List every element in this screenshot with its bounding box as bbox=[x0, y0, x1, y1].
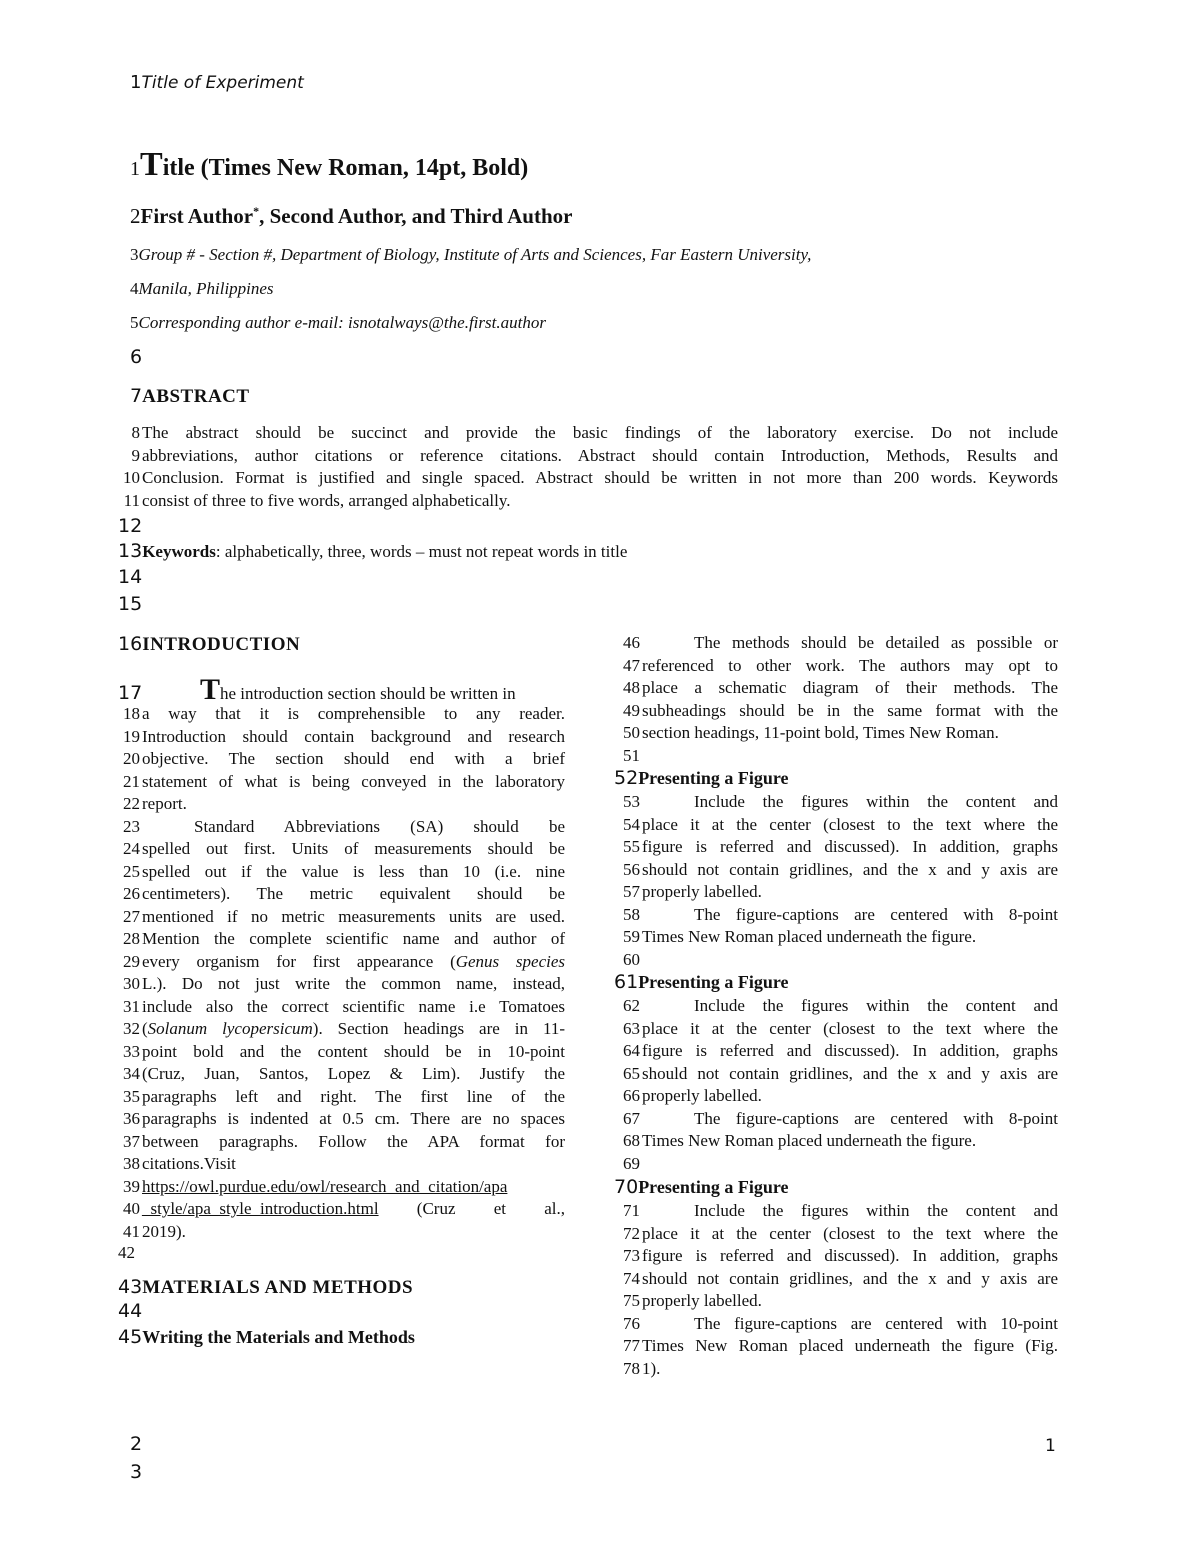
line-number: 29 bbox=[123, 951, 140, 971]
line-number: 1 bbox=[130, 72, 142, 93]
drop-cap: T bbox=[200, 673, 221, 706]
line-number: 16 bbox=[118, 633, 143, 655]
author-line bbox=[130, 204, 572, 229]
line-text: 2019). bbox=[142, 1221, 186, 1241]
text-line bbox=[614, 722, 1058, 745]
line-number: 37 bbox=[123, 1131, 140, 1151]
line-number: 25 bbox=[123, 861, 140, 881]
line-number: 63 bbox=[623, 1018, 640, 1038]
line-number: 45 bbox=[118, 1326, 143, 1348]
line-number: 35 bbox=[123, 1086, 140, 1106]
species-name: Solanum lycopersicum bbox=[147, 1019, 313, 1038]
text-line bbox=[114, 861, 565, 884]
line-text: objective. The section should end with a brief bbox=[142, 749, 565, 768]
affiliation-text: Manila, Philippines bbox=[138, 279, 274, 298]
line-number: 69 bbox=[623, 1153, 640, 1173]
line-number: 64 bbox=[623, 1041, 640, 1060]
line-text: Include the figures within the content and bbox=[694, 792, 1058, 811]
running-header bbox=[130, 72, 304, 93]
text-line bbox=[614, 1153, 1058, 1176]
keywords-text: : alphabetically, three, words – must not repeat words in title bbox=[215, 542, 628, 561]
line-number: 47 bbox=[623, 655, 640, 675]
line-number: 75 bbox=[623, 1291, 640, 1310]
text-segment: ). Section headings are in 11- bbox=[312, 1019, 566, 1038]
line-text: The abstract should be succinct and provide the basic findings of the laboratory exercise. Do not include bbox=[142, 423, 1058, 442]
line-number: 38 bbox=[123, 1154, 140, 1173]
text-line bbox=[614, 995, 1058, 1018]
line-number: 32 bbox=[123, 1019, 140, 1038]
line-number: 39 bbox=[123, 1176, 140, 1196]
title-first-letter: T bbox=[140, 146, 163, 183]
line-text: properly labelled. bbox=[642, 882, 762, 901]
line-number: 44 bbox=[118, 1300, 143, 1322]
line-number: 17 bbox=[118, 682, 143, 704]
text-line bbox=[114, 973, 565, 996]
text-line bbox=[114, 793, 565, 816]
materials-heading bbox=[118, 1276, 413, 1299]
line-number: 58 bbox=[623, 904, 640, 924]
line-number: 23 bbox=[123, 816, 140, 836]
figure-section-body bbox=[614, 791, 1058, 971]
text-line bbox=[114, 1018, 565, 1041]
text-line bbox=[614, 1268, 1058, 1291]
text-line bbox=[614, 881, 1058, 904]
line-text: should not contain gridlines, and the x and y axis are bbox=[642, 859, 1058, 879]
line-number: 22 bbox=[123, 794, 140, 813]
line-text: place it at the center (closest to the text where the bbox=[642, 1018, 1058, 1038]
text-line bbox=[614, 1040, 1058, 1063]
text-line bbox=[114, 1131, 565, 1154]
text-line bbox=[114, 1063, 565, 1086]
title-rest: itle (Times New Roman, 14pt, Bold) bbox=[162, 155, 529, 181]
line-text: The figure-captions are centered with 8-point bbox=[694, 904, 1058, 924]
text-line bbox=[114, 1176, 565, 1199]
line-number: 3 bbox=[130, 245, 139, 264]
subsection-heading-text: Presenting a Figure bbox=[638, 972, 789, 992]
text-line bbox=[614, 1018, 1058, 1041]
text-line bbox=[614, 926, 1058, 949]
text-line bbox=[114, 1153, 565, 1176]
text-line bbox=[114, 996, 565, 1019]
line-number: 19 bbox=[123, 726, 140, 746]
keywords-line bbox=[118, 540, 627, 562]
subsection-heading bbox=[614, 1176, 789, 1198]
line-number: 8 bbox=[131, 423, 140, 442]
line-text: figure is referred and discussed). In addition, graphs bbox=[642, 837, 1058, 856]
text-line bbox=[114, 726, 565, 749]
reference-link[interactable]: https://owl.purdue.edu/owl/research_and_citation/apa bbox=[142, 1176, 508, 1196]
text-segment: every organism for first appearance ( bbox=[142, 951, 456, 971]
text-line bbox=[614, 1108, 1058, 1131]
text-line bbox=[114, 490, 1058, 513]
text-line bbox=[114, 467, 1058, 490]
text-line bbox=[114, 928, 565, 951]
line-number: 51 bbox=[623, 745, 640, 765]
text-line bbox=[114, 1198, 565, 1221]
line-text: (Cruz, Juan, Santos, Lopez & Lim). Justify the bbox=[142, 1064, 565, 1083]
line-number: 54 bbox=[623, 814, 640, 834]
text-line bbox=[614, 1130, 1058, 1153]
page-number: 1 bbox=[1045, 1436, 1056, 1456]
text-line bbox=[114, 703, 565, 726]
text-line bbox=[614, 1335, 1058, 1358]
text-line bbox=[114, 883, 565, 906]
subsection-heading bbox=[614, 971, 789, 993]
line-text: The figure-captions are centered with 10-point bbox=[694, 1313, 1058, 1333]
line-text: Times New Roman placed underneath the figure. bbox=[642, 1131, 977, 1150]
text-line bbox=[614, 836, 1058, 859]
email-text: Corresponding author e-mail: isnotalways@the.first.author bbox=[138, 313, 546, 332]
line-text: Mention the complete scientific name and author of bbox=[142, 929, 565, 948]
figure-section-body bbox=[614, 1200, 1058, 1380]
line-number: 4 bbox=[130, 279, 139, 298]
line-number: 57 bbox=[623, 882, 640, 901]
line-number: 5 bbox=[130, 313, 139, 332]
line-number: 36 bbox=[123, 1109, 140, 1128]
line-number: 24 bbox=[123, 839, 140, 858]
line-number: 76 bbox=[623, 1313, 640, 1333]
line-number: 20 bbox=[123, 749, 140, 768]
text-line bbox=[614, 1358, 1058, 1381]
line-text: subheadings should be in the same format with the bbox=[642, 700, 1058, 720]
line-number: 27 bbox=[123, 906, 140, 926]
line-number: 50 bbox=[623, 723, 640, 742]
line-number: 71 bbox=[623, 1201, 640, 1220]
line-text: paragraphs left and right. The first line of the bbox=[142, 1086, 565, 1106]
line-text: L.). Do not just write the common name, instead, bbox=[142, 974, 565, 993]
subsection-heading-text: Writing the Materials and Methods bbox=[142, 1327, 415, 1347]
text-line bbox=[114, 445, 1058, 468]
line-number: 46 bbox=[623, 633, 640, 652]
line-number: 78 bbox=[623, 1358, 640, 1378]
line-text: centimeters). The metric equivalent should be bbox=[142, 884, 565, 903]
text-line bbox=[614, 632, 1058, 655]
text-line bbox=[614, 700, 1058, 723]
running-header-text: Title of Experiment bbox=[141, 73, 304, 93]
line-text: consist of three to five words, arranged alphabetically. bbox=[142, 490, 511, 510]
keywords-label: Keywords bbox=[142, 542, 216, 561]
line-number: 12 bbox=[118, 515, 143, 537]
line-text: between paragraphs. Follow the APA format for bbox=[142, 1131, 565, 1151]
line-number: 56 bbox=[623, 859, 640, 879]
line-text: referenced to other work. The authors may opt to bbox=[642, 655, 1058, 675]
line-text: spelled out if the value is less than 10 (i.e. nine bbox=[142, 861, 565, 881]
line-number: 65 bbox=[623, 1063, 640, 1083]
text-line bbox=[614, 859, 1058, 882]
text-line bbox=[614, 1290, 1058, 1313]
subsection-heading bbox=[614, 767, 789, 789]
line-number: 67 bbox=[623, 1108, 640, 1128]
line-number: 30 bbox=[123, 974, 140, 993]
text-line bbox=[114, 422, 1058, 445]
line-text: abbreviations, author citations or reference citations. Abstract should contain Introduction, Methods, Results and bbox=[142, 445, 1058, 465]
line-number: 77 bbox=[623, 1336, 640, 1355]
line-number: 43 bbox=[118, 1276, 143, 1298]
line-text: The figure-captions are centered with 8-point bbox=[694, 1108, 1058, 1128]
line-text: section headings, 11-point bold, Times New Roman. bbox=[642, 723, 999, 742]
line-text: figure is referred and discussed). In addition, graphs bbox=[642, 1041, 1058, 1060]
line-number: 52 bbox=[614, 767, 639, 789]
line-number: 3 bbox=[130, 1461, 143, 1483]
text-line bbox=[614, 1200, 1058, 1223]
corresponding-email-line bbox=[130, 313, 546, 333]
line-number: 31 bbox=[123, 996, 140, 1016]
materials-heading-text: MATERIALS AND METHODS bbox=[142, 1277, 414, 1298]
line-text: Times New Roman placed underneath the figure. bbox=[642, 927, 977, 946]
text-line bbox=[614, 791, 1058, 814]
line-text: properly labelled. bbox=[642, 1291, 762, 1310]
species-name: Genus species bbox=[455, 951, 566, 971]
line-number: 66 bbox=[623, 1086, 640, 1105]
subsection-heading-text: Presenting a Figure bbox=[638, 1177, 789, 1197]
line-text bbox=[142, 1176, 565, 1199]
line-text: place it at the center (closest to the text where the bbox=[642, 814, 1058, 834]
line-number: 42 bbox=[118, 1243, 135, 1262]
line-number: 55 bbox=[623, 837, 640, 856]
text-line bbox=[114, 838, 565, 861]
affiliation-text: Group # - Section #, Department of Biology, Institute of Arts and Sciences, Far Eastern University, bbox=[138, 245, 812, 264]
introduction-heading-text: INTRODUCTION bbox=[142, 634, 301, 655]
affiliation-line bbox=[130, 279, 274, 299]
introduction-heading bbox=[118, 633, 300, 656]
line-number: 61 bbox=[614, 971, 639, 993]
line-text: The methods should be detailed as possible or bbox=[694, 633, 1058, 652]
figure-section-body bbox=[614, 995, 1058, 1175]
line-text: should not contain gridlines, and the x and y axis are bbox=[642, 1063, 1058, 1083]
first-author: First Author bbox=[140, 204, 254, 228]
line-text: mentioned if no metric measurements units are used. bbox=[142, 906, 565, 926]
text-line bbox=[114, 1221, 565, 1244]
text-line bbox=[114, 748, 565, 771]
line-text: properly labelled. bbox=[642, 1086, 762, 1105]
subsection-heading-text: Presenting a Figure bbox=[638, 768, 789, 788]
line-text: place a schematic diagram of their methods. The bbox=[642, 678, 1058, 697]
text-line bbox=[114, 771, 565, 794]
line-text: paragraphs is indented at 0.5 cm. There are no spaces bbox=[142, 1109, 565, 1128]
corresponding-marker: * bbox=[253, 204, 260, 218]
text-segment: (Cruz et al., bbox=[378, 1199, 565, 1218]
line-text: Include the figures within the content and bbox=[694, 996, 1058, 1015]
line-number: 70 bbox=[614, 1176, 639, 1198]
line-number: 6 bbox=[130, 346, 143, 368]
text-line bbox=[614, 1313, 1058, 1336]
line-text: statement of what is being conveyed in the laboratory bbox=[142, 771, 565, 791]
line-number: 48 bbox=[623, 678, 640, 697]
text-line bbox=[114, 1041, 565, 1064]
line-number: 9 bbox=[131, 445, 140, 465]
line-number: 33 bbox=[123, 1041, 140, 1061]
text-line bbox=[114, 816, 565, 839]
line-text: should not contain gridlines, and the x and y axis are bbox=[642, 1268, 1058, 1288]
line-number: 10 bbox=[123, 468, 140, 487]
introduction-first-line bbox=[118, 673, 565, 707]
affiliation-line bbox=[130, 245, 811, 265]
text-line bbox=[614, 745, 1058, 768]
line-text: Conclusion. Format is justified and single spaced. Abstract should be written in not more than 200 words. Keywords bbox=[142, 468, 1058, 487]
text-line bbox=[614, 949, 1058, 972]
text-line bbox=[114, 906, 565, 929]
line-number: 59 bbox=[623, 927, 640, 946]
line-text bbox=[142, 1018, 565, 1041]
line-number: 1 bbox=[130, 158, 140, 180]
line-number: 53 bbox=[623, 792, 640, 811]
line-text: a way that it is comprehensible to any reader. bbox=[142, 704, 565, 723]
text-line bbox=[614, 1223, 1058, 1246]
line-number: 74 bbox=[623, 1268, 640, 1288]
line-number: 73 bbox=[623, 1246, 640, 1265]
line-text: include also the correct scientific name i.e Tomatoes bbox=[142, 996, 565, 1016]
abstract-heading-text: ABSTRACT bbox=[142, 386, 250, 407]
line-number: 7 bbox=[130, 385, 143, 407]
line-number: 21 bbox=[123, 771, 140, 791]
reference-link[interactable]: _style/apa_style_introduction.html bbox=[142, 1199, 379, 1218]
line-number: 26 bbox=[123, 884, 140, 903]
line-number: 2 bbox=[130, 1433, 143, 1455]
abstract-heading bbox=[130, 385, 250, 408]
line-text: spelled out first. Units of measurements should be bbox=[142, 839, 565, 858]
line-text: report. bbox=[142, 794, 187, 813]
text-line bbox=[614, 655, 1058, 678]
line-number: 41 bbox=[123, 1221, 140, 1241]
subsection-heading bbox=[118, 1326, 415, 1348]
text-line bbox=[114, 1108, 565, 1131]
line-number: 49 bbox=[623, 700, 640, 720]
line-number: 62 bbox=[623, 996, 640, 1015]
text-segment: ( bbox=[142, 1019, 148, 1038]
line-text: point bold and the content should be in 10-point bbox=[142, 1041, 565, 1061]
text-line bbox=[114, 951, 565, 974]
line-text: Include the figures within the content and bbox=[694, 1201, 1058, 1220]
line-text: Introduction should contain background and research bbox=[142, 726, 565, 746]
line-text: Standard Abbreviations (SA) should be bbox=[194, 816, 565, 836]
line-number: 15 bbox=[118, 593, 143, 615]
line-text: figure is referred and discussed). In addition, graphs bbox=[642, 1246, 1058, 1265]
line-text bbox=[142, 951, 565, 974]
line-number: 14 bbox=[118, 566, 143, 588]
line-text bbox=[142, 1198, 565, 1221]
line-number: 13 bbox=[118, 540, 143, 562]
text-line bbox=[614, 814, 1058, 837]
line-text: Times New Roman placed underneath the figure (Fig. bbox=[642, 1336, 1058, 1355]
text-line bbox=[114, 1086, 565, 1109]
methods-body bbox=[614, 632, 1058, 767]
introduction-body bbox=[114, 703, 565, 1243]
line-number: 28 bbox=[123, 929, 140, 948]
other-authors: , Second Author, and Third Author bbox=[259, 204, 573, 228]
abstract-body bbox=[114, 422, 1058, 512]
paper-title bbox=[130, 146, 528, 184]
line-number: 68 bbox=[623, 1131, 640, 1150]
text-line bbox=[614, 1085, 1058, 1108]
line-number: 11 bbox=[123, 490, 140, 510]
text-line bbox=[614, 1063, 1058, 1086]
line-text: citations.Visit bbox=[142, 1154, 236, 1173]
line-number: 40 bbox=[123, 1199, 140, 1218]
line-number: 72 bbox=[623, 1223, 640, 1243]
line-text: place it at the center (closest to the text where the bbox=[642, 1223, 1058, 1243]
line-text: 1). bbox=[642, 1358, 661, 1378]
line-number: 34 bbox=[123, 1064, 140, 1083]
text-line bbox=[614, 1245, 1058, 1268]
line-number: 60 bbox=[623, 949, 640, 969]
line-text: he introduction section should be written in bbox=[220, 684, 516, 703]
line-number: 2 bbox=[130, 204, 141, 228]
line-number: 18 bbox=[123, 704, 140, 723]
text-line bbox=[614, 904, 1058, 927]
text-line bbox=[614, 677, 1058, 700]
